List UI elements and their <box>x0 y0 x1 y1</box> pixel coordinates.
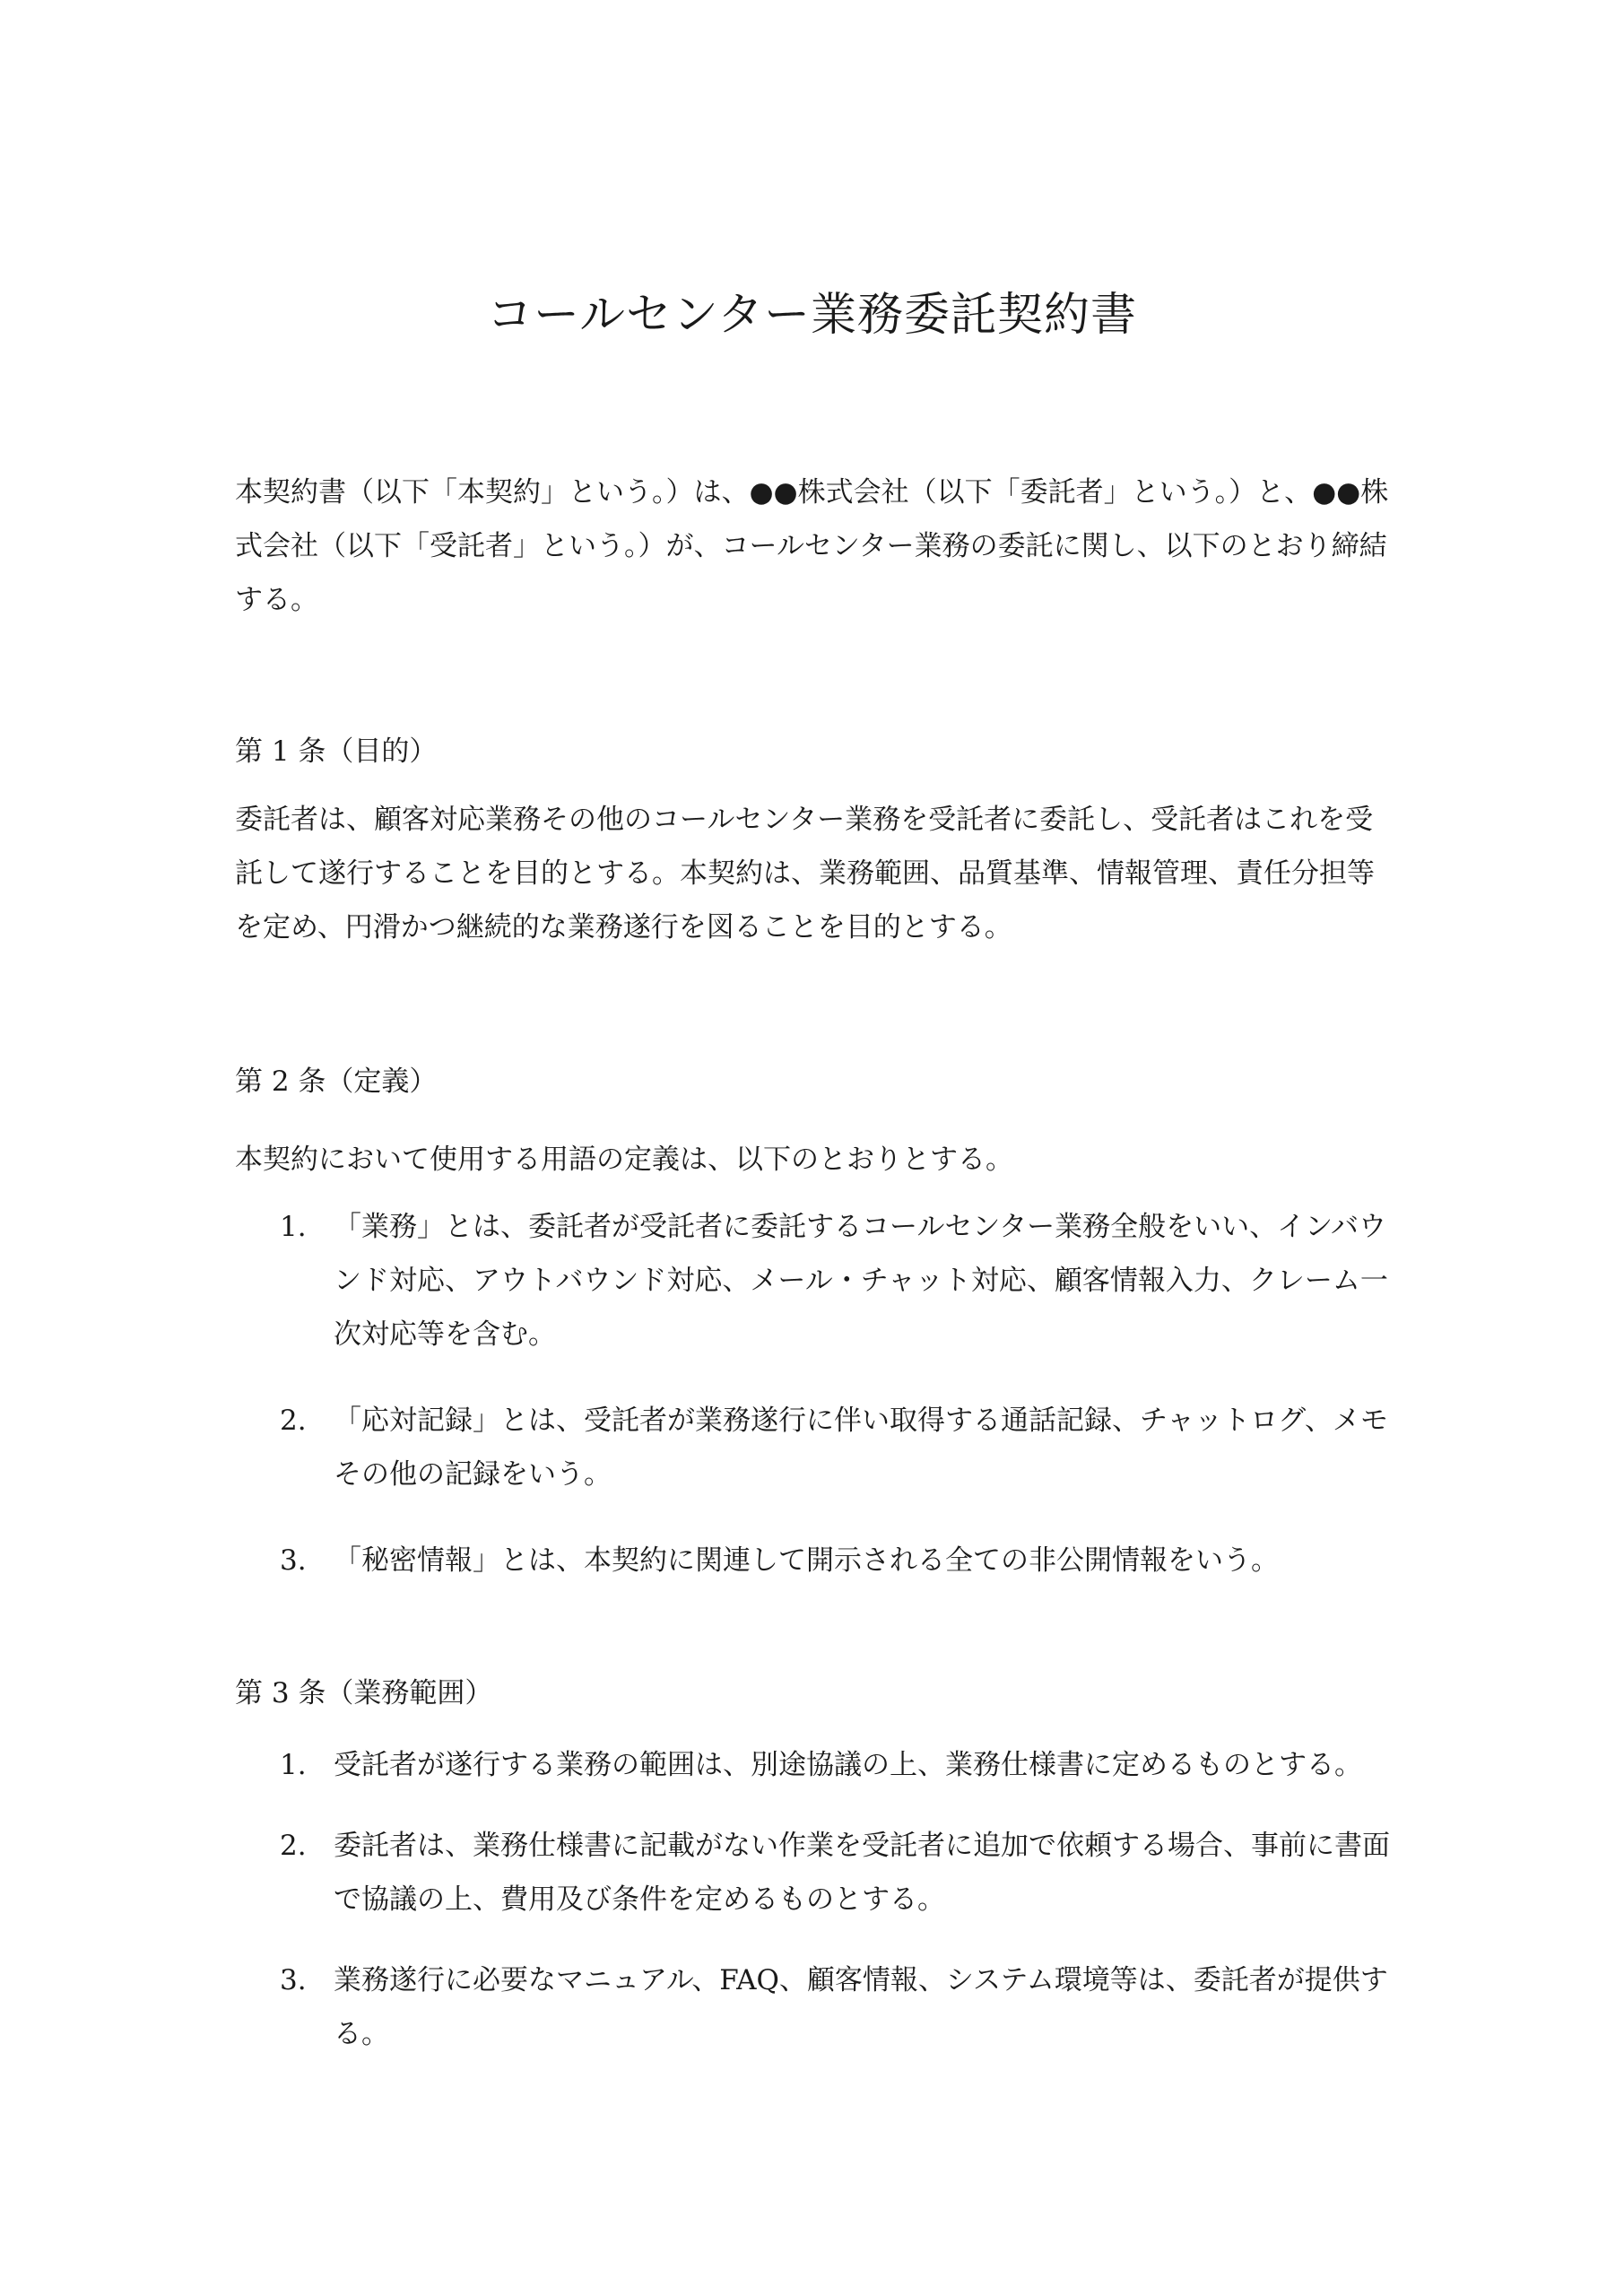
list-item <box>235 1953 1401 2061</box>
list-item-number: 2. <box>280 1405 307 1437</box>
article-2-heading: 第 2 条（定義） <box>235 1065 438 1098</box>
article-1-heading: 第 1 条（目的） <box>235 735 438 768</box>
list-item <box>235 1200 1401 1361</box>
list-item <box>235 1534 1401 1587</box>
article-3-scope-list <box>235 1738 1401 2061</box>
article-1-body: 委託者は、顧客対応業務その他のコールセンター業務を受託者に委託し、受託者はこれを受託して遂行することを目的とする。本契約は、業務範囲、品質基準、情報管理、責任分担等を定め、円滑かつ継続的な業務遂行を図ることを目的とする。 <box>235 804 1375 944</box>
list-item-text: 「秘密情報」とは、本契約に関連して開示される全ての非公開情報をいう。 <box>334 1544 1279 1577</box>
list-item <box>235 1819 1401 1926</box>
list-item <box>235 1738 1401 1792</box>
list-item-text: 「応対記録」とは、受託者が業務遂行に伴い取得する通話記録、チャットログ、メモその他の記録をいう。 <box>334 1405 1388 1491</box>
list-item-text: 業務遂行に必要なマニュアル、FAQ、顧客情報、システム環境等は、委託者が提供する。 <box>334 1964 1388 2050</box>
document-title: コールセンター業務委託契約書 <box>487 289 1137 342</box>
list-item-number: 1. <box>280 1211 307 1243</box>
intro-paragraph: 本契約書（以下「本契約」という。）は、●●株式会社（以下「委託者」という。）と、●●株式会社（以下「受託者」という。）が、コールセンター業務の委託に関し、以下のとおり締結する。 <box>235 476 1389 616</box>
list-item-number: 2. <box>280 1830 307 1862</box>
list-item-text: 委託者は、業務仕様書に記載がない作業を受託者に追加で依頼する場合、事前に書面で協議の上、費用及び条件を定めるものとする。 <box>334 1830 1390 1916</box>
list-item-number: 3. <box>280 1964 307 1996</box>
article-2-body: 本契約において使用する用語の定義は、以下のとおりとする。 <box>235 1144 1013 1176</box>
list-item-number: 1. <box>280 1749 307 1781</box>
article-3-heading: 第 3 条（業務範囲） <box>235 1677 493 1709</box>
list-item-text: 受託者が遂行する業務の範囲は、別途協議の上、業務仕様書に定めるものとする。 <box>334 1749 1362 1781</box>
list-item <box>235 1394 1401 1501</box>
article-2-definition-list <box>235 1200 1401 1587</box>
list-item-text: 「業務」とは、委託者が受託者に委託するコールセンター業務全般をいい、インバウンド対応、アウトバウンド対応、メール・チャット対応、顧客情報入力、クレーム一次対応等を含む。 <box>334 1211 1388 1351</box>
list-item-number: 3. <box>280 1544 307 1577</box>
